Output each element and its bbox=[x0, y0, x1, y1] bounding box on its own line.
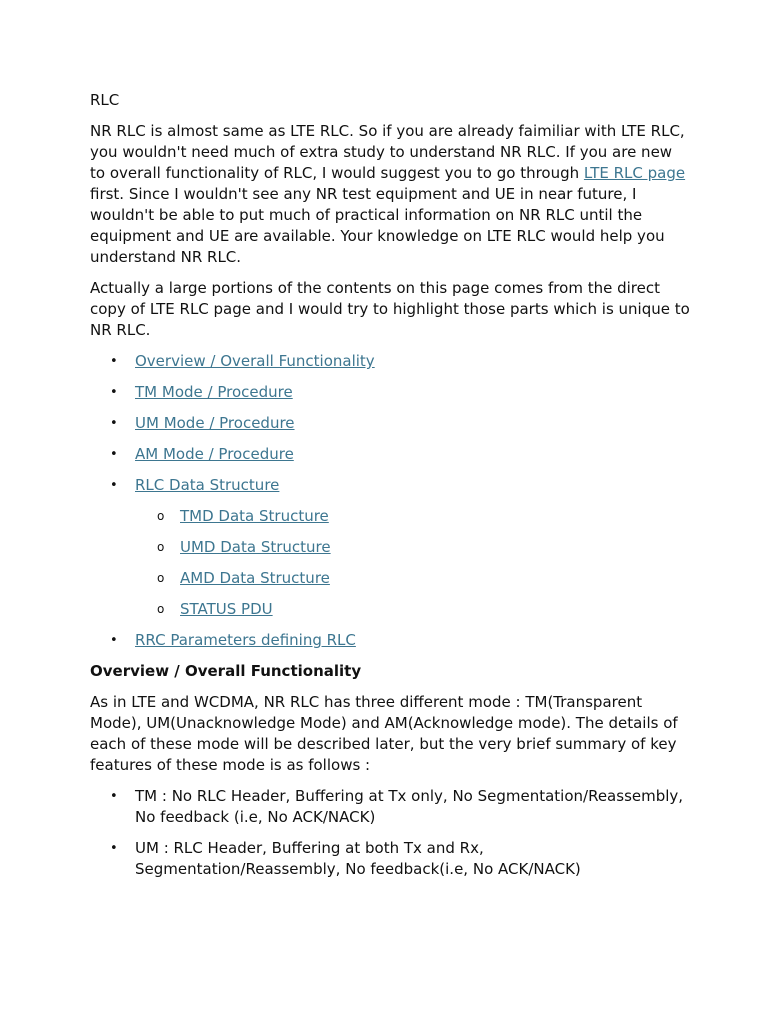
feature-text-tm: TM : No RLC Header, Buffering at Tx only, No Segmentation/Reassembly, No feedback (i.e, No ACK/NACK) bbox=[135, 787, 684, 826]
bullet-icon: • bbox=[110, 385, 118, 400]
toc-link-overview[interactable]: Overview / Overall Functionality bbox=[135, 352, 375, 370]
toc-item-um-mode bbox=[90, 413, 690, 434]
feature-item-tm bbox=[90, 786, 690, 828]
intro-text-before: NR RLC is almost same as LTE RLC. So if you are already faimiliar with LTE RLC, you wouldn't need much of extra study to understand NR RLC. If you are new to overall functionality of RLC, I would suggest you to go through bbox=[90, 122, 685, 182]
toc-item-data-structure bbox=[90, 475, 690, 620]
intro-paragraph bbox=[90, 121, 690, 268]
toc-subitem-amd bbox=[135, 568, 690, 589]
toc-item-rrc-parameters bbox=[90, 630, 690, 651]
toc-sublist bbox=[135, 506, 690, 620]
toc-link-umd[interactable]: UMD Data Structure bbox=[180, 538, 331, 556]
toc-subitem-status-pdu bbox=[135, 599, 690, 620]
toc-item-overview bbox=[90, 351, 690, 372]
bullet-icon: • bbox=[110, 354, 118, 369]
page-title: RLC bbox=[90, 91, 120, 109]
lte-rlc-page-link[interactable]: LTE RLC page bbox=[583, 164, 686, 182]
table-of-contents bbox=[90, 351, 690, 651]
document-page bbox=[90, 90, 690, 890]
bullet-icon: • bbox=[110, 789, 118, 804]
source-note-paragraph: Actually a large portions of the contents on this page comes from the direct copy of LTE RLC page and I would try to highlight those parts which is unique to NR RLC. bbox=[90, 279, 690, 339]
circle-bullet-icon: o bbox=[157, 602, 165, 616]
circle-bullet-icon: o bbox=[157, 509, 165, 523]
toc-link-status-pdu[interactable]: STATUS PDU bbox=[180, 600, 273, 618]
circle-bullet-icon: o bbox=[157, 540, 165, 554]
toc-subitem-tmd bbox=[135, 506, 690, 527]
bullet-icon: • bbox=[110, 633, 118, 648]
section-heading: Overview / Overall Functionality bbox=[90, 662, 362, 680]
bullet-icon: • bbox=[110, 478, 118, 493]
feature-item-um bbox=[90, 838, 690, 880]
feature-text-um: UM : RLC Header, Buffering at both Tx and Rx, Segmentation/Reassembly, No feedback(i.e, No ACK/NACK) bbox=[135, 839, 581, 878]
toc-link-rrc-parameters[interactable]: RRC Parameters defining RLC bbox=[135, 631, 356, 649]
toc-link-am-mode[interactable]: AM Mode / Procedure bbox=[135, 445, 294, 463]
toc-link-data-structure[interactable]: RLC Data Structure bbox=[135, 476, 280, 494]
bullet-icon: • bbox=[110, 841, 118, 856]
toc-item-am-mode bbox=[90, 444, 690, 465]
toc-link-um-mode[interactable]: UM Mode / Procedure bbox=[135, 414, 295, 432]
toc-link-tm-mode[interactable]: TM Mode / Procedure bbox=[135, 383, 293, 401]
bullet-icon: • bbox=[110, 416, 118, 431]
toc-link-amd[interactable]: AMD Data Structure bbox=[180, 569, 330, 587]
bullet-icon: • bbox=[110, 447, 118, 462]
toc-subitem-umd bbox=[135, 537, 690, 558]
feature-list bbox=[90, 786, 690, 880]
circle-bullet-icon: o bbox=[157, 571, 165, 585]
toc-item-tm-mode bbox=[90, 382, 690, 403]
toc-link-tmd[interactable]: TMD Data Structure bbox=[180, 507, 329, 525]
intro-text-after: first. Since I wouldn't see any NR test equipment and UE in near future, I wouldn't be able to put much of practical information on NR RLC until the equipment and UE are available. Your knowledge on LTE RLC would help you understand NR RLC. bbox=[90, 185, 665, 266]
section-body: As in LTE and WCDMA, NR RLC has three different mode : TM(Transparent Mode), UM(Unacknowledge Mode) and AM(Acknowledge mode). The details of each of these mode will be described later, but the very brief summary of key features of these mode is as follows : bbox=[90, 693, 678, 774]
